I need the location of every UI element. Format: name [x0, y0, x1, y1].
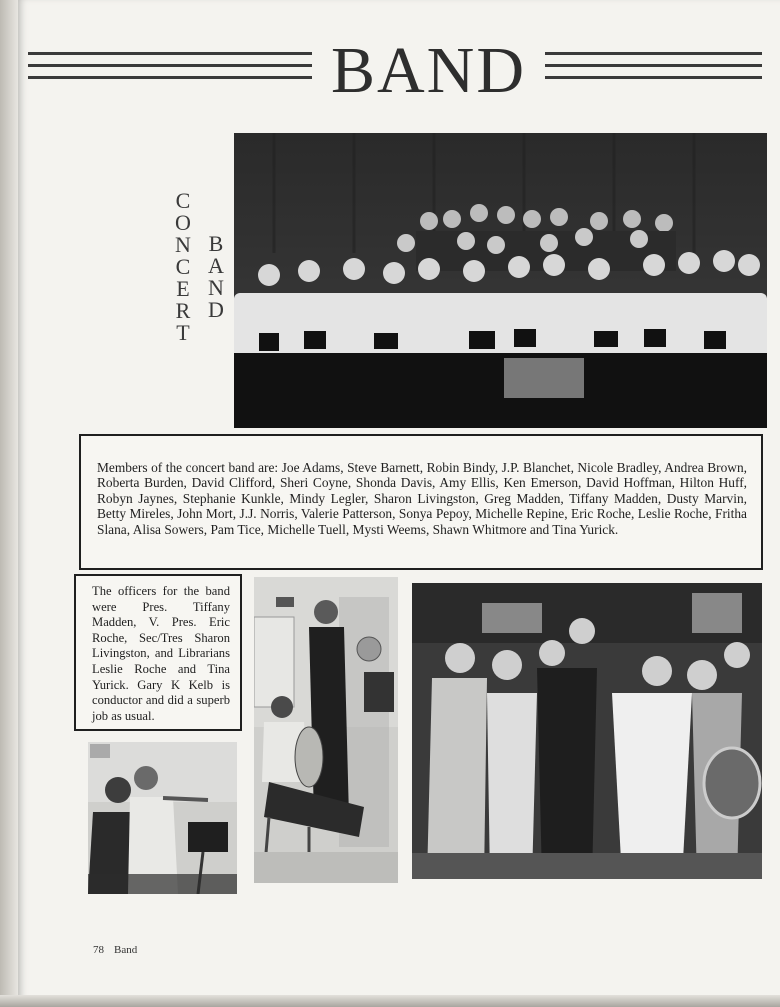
members-caption-text: Members of the concert band are: Joe Adams, Steve Barnett, Robin Bindy, J.P. Blanchet, Nicole Bradley, Andrea Brown, Roberta Burden, David Clifford, Sheri Coyne, Shonda Davis, Amy Ellis, Ken Emerson, David Hoffman, Hilton Huff, Robyn Jaynes, Stephanie Kunkle, Mindy Legler, Sharon Livingston, Greg Madden, Tiffany Madden, Dusty Marvin, Betty Mireles, John Mort, J.J. Norris, Valerie Patterson, Sonya Pepoy, Michelle Repine, Eric Roche, Leslie Roche, Fritha Slana, Alisa Sowers, Pam Tice, Michelle Tuell, Mysti Weems, Shawn Whitmore and Tina Yurick. — [97, 460, 747, 537]
trumpet-player-photo — [254, 577, 398, 883]
officers-caption-box — [74, 574, 242, 731]
heading-letter: N — [175, 232, 191, 257]
page-bottom-edge — [0, 995, 780, 1007]
page-title: BAND — [330, 34, 526, 107]
concert-band-group-photo — [234, 133, 767, 428]
title-rules-left — [28, 52, 312, 86]
page-footer — [93, 944, 147, 956]
band-vertical-heading — [205, 233, 227, 321]
heading-letter: N — [208, 275, 224, 300]
heading-letter: E — [176, 276, 190, 301]
concert-vertical-heading — [172, 190, 194, 344]
crowd-photo — [412, 583, 762, 879]
members-caption-box — [79, 434, 763, 570]
heading-letter: B — [208, 231, 224, 256]
page-binding — [0, 0, 18, 1007]
footer-section-label: Band — [114, 944, 138, 956]
heading-letter: T — [176, 320, 190, 345]
heading-letter: C — [175, 254, 191, 279]
heading-letter: A — [208, 253, 224, 278]
band-players-photo — [88, 742, 237, 894]
heading-letter: O — [175, 210, 191, 235]
heading-letter: C — [175, 188, 191, 213]
heading-letter: R — [175, 298, 191, 323]
page-number: 78 — [93, 944, 104, 956]
officers-caption-text: The officers for the band were Pres. Tiffany Madden, V. Pres. Eric Roche, Sec/Tres Sharon Livingston, and Librarians Leslie Roche and Tina Yurick. Gary K Kelb is conductor and did a superb job as usual. — [92, 584, 230, 723]
title-rules-right — [545, 52, 762, 86]
heading-letter: D — [208, 297, 224, 322]
